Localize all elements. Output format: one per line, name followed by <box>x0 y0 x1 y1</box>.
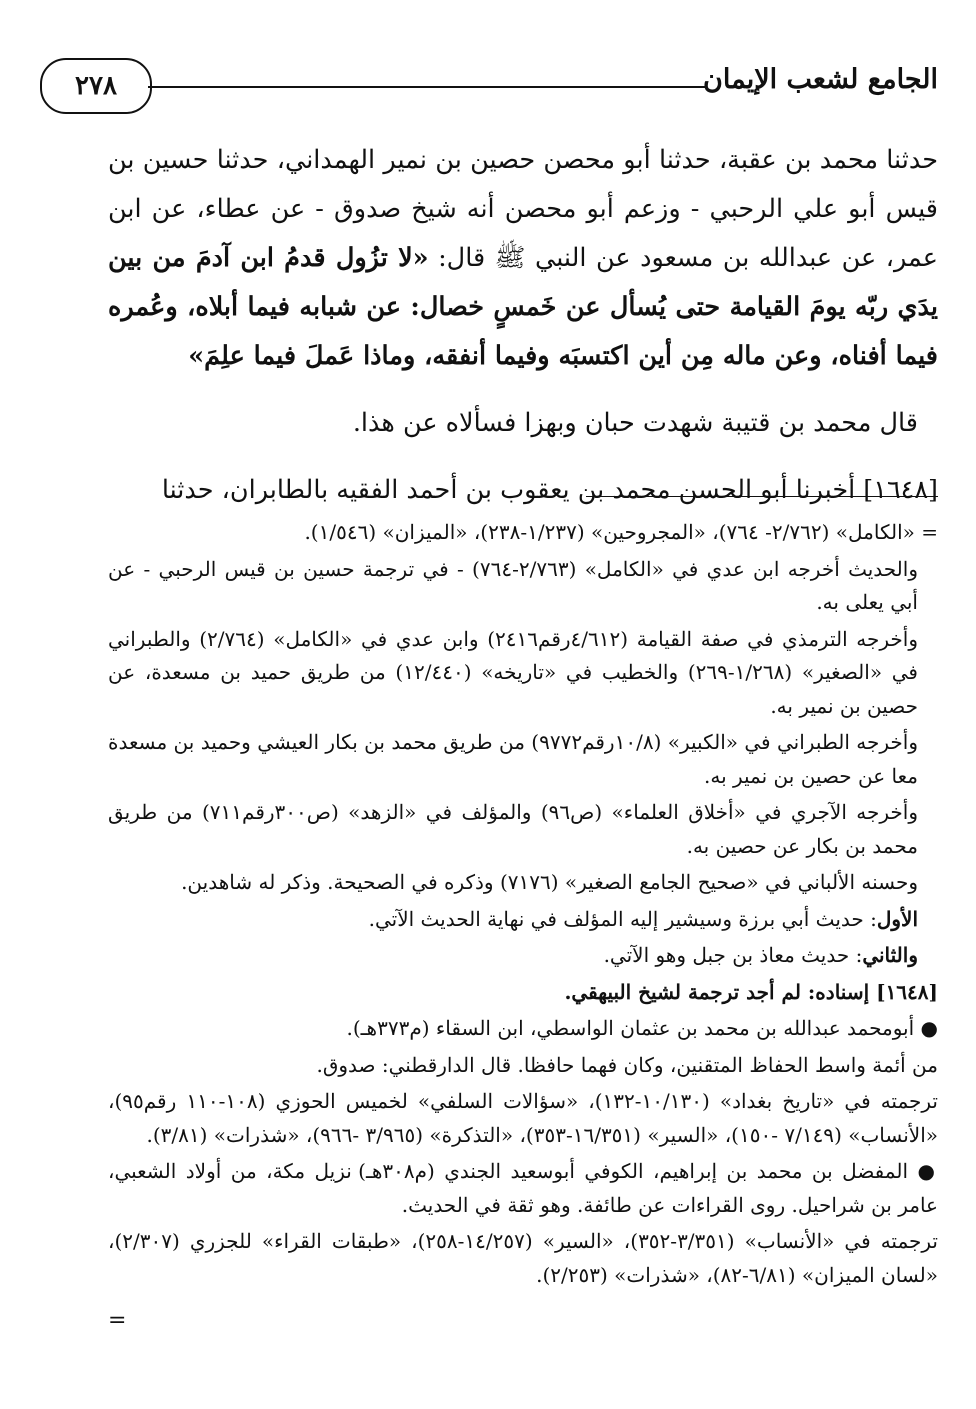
footnote-line: من أئمة واسط الحفاظ المتقنين، وكان فهما حافظا. قال الدارقطني: صدوق. <box>316 1052 938 1077</box>
footnote-line: = «الكامل» (٢/٧٦٢- ٧٦٤)، «المجروحين» (١/٢٣٧-٢٣٨)، «الميزان» (١/٥٤٦). <box>304 520 938 544</box>
running-header <box>40 58 938 116</box>
footnote-line <box>108 939 938 973</box>
main-text <box>108 136 938 515</box>
footnote-line <box>108 903 938 937</box>
hadith-paragraph <box>108 136 938 381</box>
narration-chain: حدثنا محمد بن عقبة، حدثنا أبو محصن حصين بن نمير الهمداني، حدثنا حسين بن قيس أبو علي الرحبي - وزعم أبو محصن أنه شيخ صدوق - عن عطاء، عن ابن عمر، عن عبدالله بن مسعود عن النبي ﷺ قال: <box>108 145 938 273</box>
bullet-icon: ● <box>917 1159 939 1183</box>
hadith-text: «لا تزُول قدمُ ابن آدمَ من بين يدَي ربّه يومَ القيامة حتى يُسأل عن خَمسٍ خصال: عن شبابه فيما أبلاه، وعُمره فيما أفناه، وعن ماله مِن أين اكتسبَه وفيما أنفقه، وماذا عَملَ فيما علِمَ» <box>108 243 938 371</box>
book-title: الجامع لشعب الإيمان <box>703 64 938 95</box>
footnote-line <box>108 1155 938 1222</box>
footnote-text: المفضل بن محمد بن إبراهيم، الكوفي أبوسعيد الجندي (م٣٠٨هـ) نزيل مكة، من أولاد الشعبي، عامر بن شراحيل. روى القراءات عن طائفة. وهو ثقة في الحديث. <box>108 1159 938 1217</box>
next-entry: [١٦٤٨] أخبرنا أبو الحسن محمد بن يعقوب بن أحمد الفقيه بالطابران، حدثنا <box>161 475 938 505</box>
footnote-line: وأخرجه الترمذي في صفة القيامة (٤/٦١٢رقم٢٤١٦) وابن عدي في «الكامل» (٢/٧٦٤) والطبراني في «الصغير» (١/٢٦٨-٢٦٩) والخطيب في «تاريخه» (١٢/٤٤٠) من طريق حميد بن مسعدة، عن حصين بن نمير به. <box>108 626 918 718</box>
footnote-line: وحسنه الألباني في «صحيح الجامع الصغير» (٧١٧٦) وذكره في الصحيحة. وذكر له شاهدين. <box>181 870 918 894</box>
footnotes <box>108 516 938 1292</box>
footnote-text: أبومحمد عبدالله بن محمد بن عثمان الواسطي، ابن السقاء (م٣٧٣هـ). <box>346 1016 915 1040</box>
footnote-label: والثاني <box>862 943 918 967</box>
page-number: ٢٧٨ <box>40 58 152 114</box>
footnote-line: والحديث أخرجه ابن عدي في «الكامل» (٢/٧٦٣-٧٦٤) - في ترجمة حسين بن قيس الرحبي - عن أبي يعلى به. <box>108 556 918 614</box>
footnote-line: ترجمته في «تاريخ بغداد» (١٠/١٣٠-١٣٢)، «سؤالات السلفي» لخميس الحوزي (١٠٨-١١٠ رقم٩٥)، «الأنساب» (٧/١٤٩ -١٥٠)، «السير» (١٦/٣٥١-٣٥٣)، «التذكرة» (٣/٩٦٥ -٩٦٦)، «شذرات» (٣/٨١). <box>108 1089 938 1147</box>
footnote-line: وأخرجه الآجري في «أخلاق العلماء» (ص٩٦) والمؤلف في «الزهد» (ص٣٠٠رقم٧١١) من طريق محمد بن بكار عن حصين به. <box>108 800 918 858</box>
footnote-text: : حديث معاذ بن جبل وهو الآتي. <box>603 943 863 967</box>
header-rule <box>148 86 706 88</box>
footnote-line: وأخرجه الطبراني في «الكبير» (١٠/٨رقم٩٧٧٢) من طريق محمد بن بكار العيشي وحميد بن مسعدة معا عن حصين بن نمير به. <box>108 730 918 788</box>
footnote-text: : حديث أبي برزة وسيشير إليه المؤلف في نهاية الحديث الآتي. <box>368 906 877 931</box>
footnote-entry-heading: [١٦٤٨] إسناده: لم أجد ترجمة لشيخ البيهقي. <box>564 979 938 1004</box>
narrator-comment: قال محمد بن قتيبة شهدت حبان وبهزا فسألاه عن هذا. <box>352 408 918 438</box>
bullet-icon: ● <box>920 1016 938 1040</box>
footnote-line: ترجمته في «الأنساب» (٣/٣٥١-٣٥٢)، «السير» (١٤/٢٥٧-٢٥٨)، «طبقات القراء» للجزري (٢/٣٠٧)، «لسان الميزان» (٦/٨١-٨٢)، «شذرات» (٢/٢٥٣). <box>108 1229 938 1287</box>
footnote-label: الأول <box>876 906 918 931</box>
footnote-separator <box>586 496 938 497</box>
footnote-line <box>108 1012 938 1046</box>
continuation-mark: = <box>108 1308 127 1333</box>
